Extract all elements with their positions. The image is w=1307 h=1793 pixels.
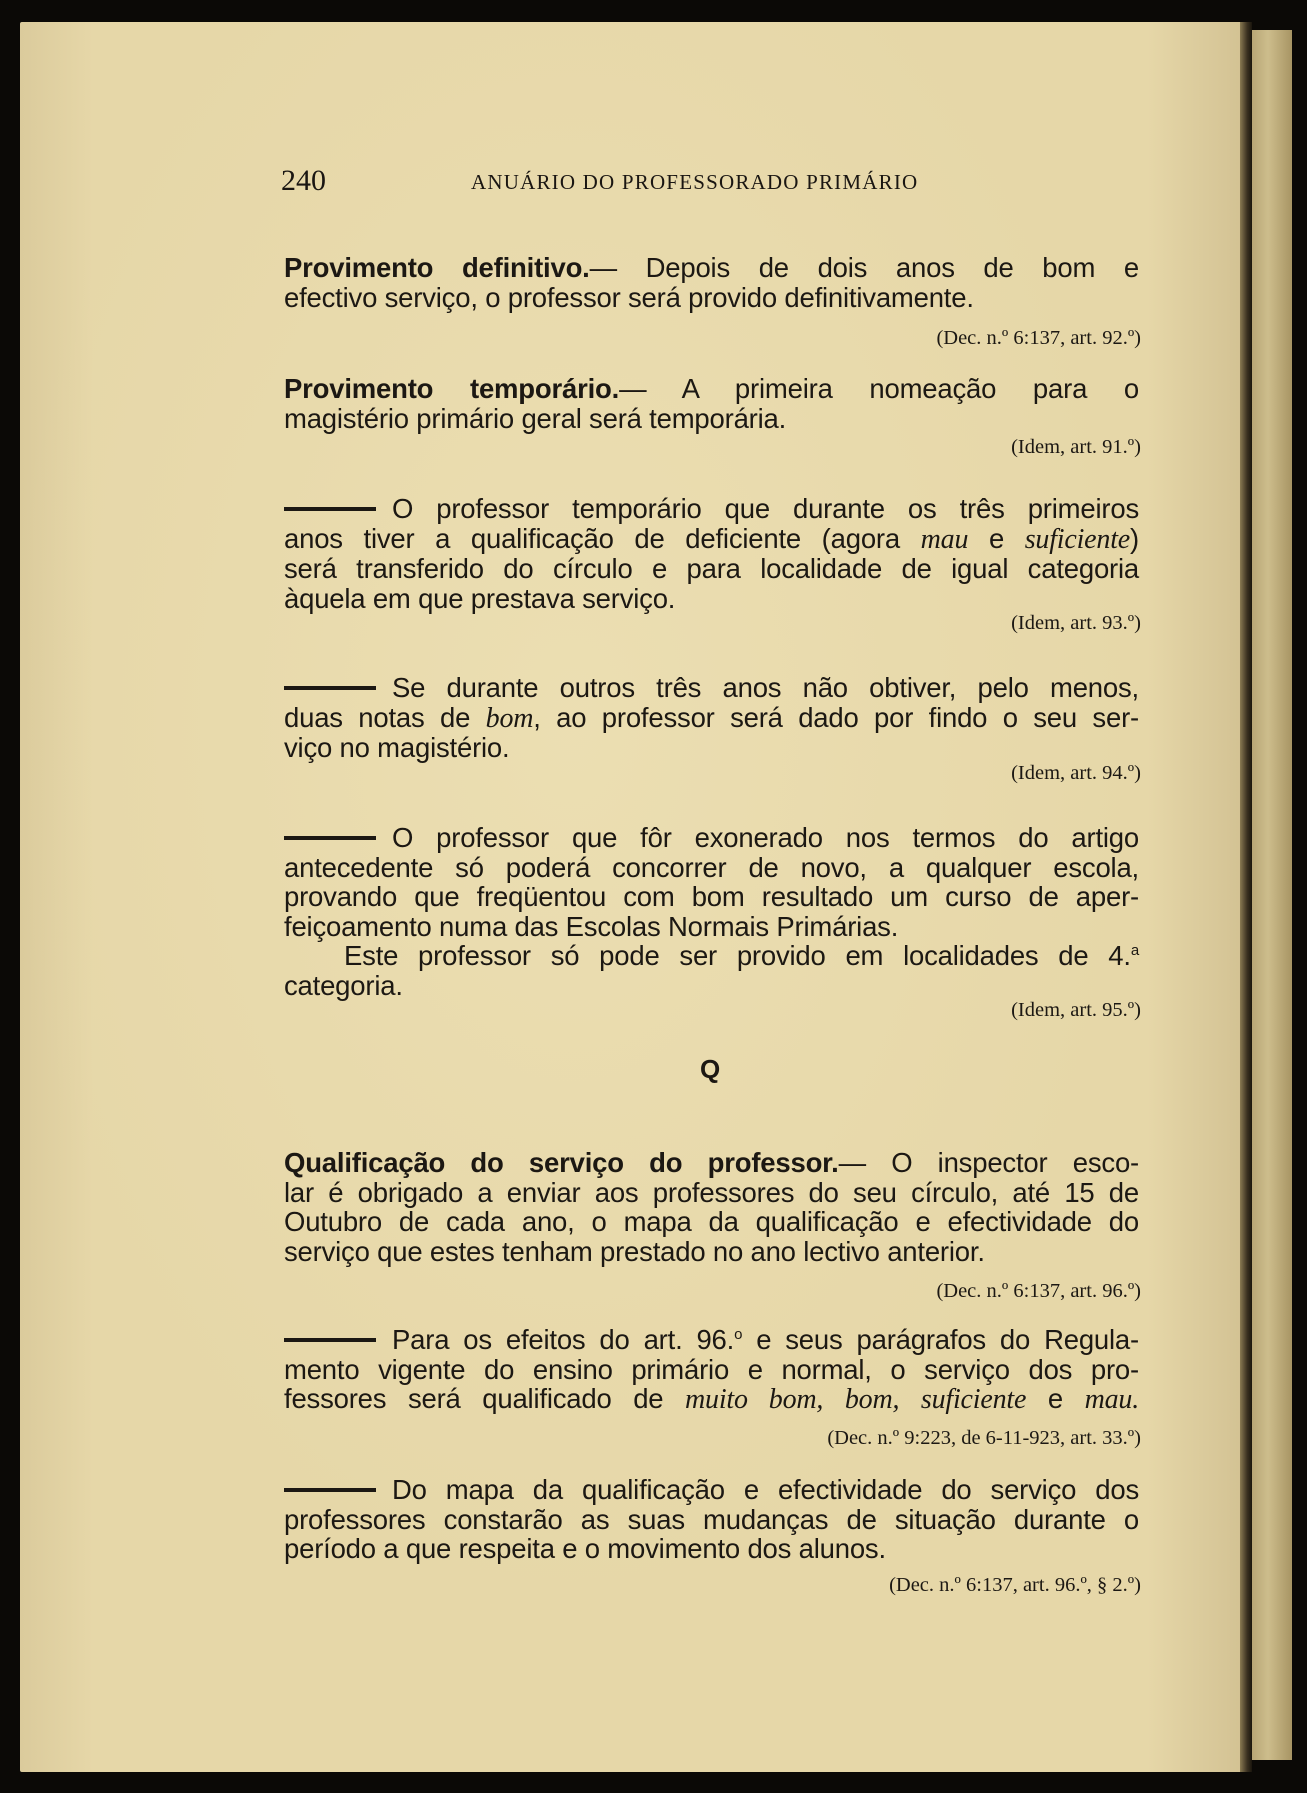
citation: (Dec. n.º 6:137, art. 96.º) (936, 1280, 1141, 1302)
entry-line: anos tiver a qualificação de deficiente (agora (284, 522, 921, 554)
entry-line: fessores será qualificado de (284, 1383, 686, 1414)
em-dash-rule (284, 1488, 376, 1492)
page-gutter (1240, 22, 1252, 1772)
em-dash-rule (284, 1338, 376, 1342)
entry-line: categoria. (284, 969, 403, 1001)
entry-line: Se durante outros três anos não obtiver, pelo menos, (392, 672, 1139, 703)
entry-line: — Depois de dois anos de bom e (589, 252, 1139, 283)
citation: (Idem, art. 95.º) (1011, 999, 1141, 1021)
em-dash-rule (284, 686, 376, 690)
citation: (Dec. n.º 6:137, art. 96.º, § 2.º) (889, 1574, 1141, 1596)
entry-line: viço no magistério. (284, 732, 510, 763)
entry-line: — A primeira nomeação para o (619, 373, 1139, 404)
entry-line: Do mapa da qualificação e efectividade do serviço dos (392, 1474, 1139, 1505)
em-dash-rule (284, 507, 376, 511)
entry-line: Este professor só pode ser provido em localidades de 4. (344, 940, 1131, 971)
entry-provimento-definitivo (284, 253, 1139, 312)
entry-professor-exonerado (284, 823, 1139, 1000)
citation: (Dec. n.º 6:137, art. 92.º) (936, 327, 1141, 349)
italic-term: bom, (844, 1384, 900, 1415)
citation: (Idem, art. 94.º) (1011, 762, 1141, 784)
entry-line: provando que freqüentou com bom resultado um curso de aper- (284, 881, 1139, 912)
em-dash-rule (284, 836, 376, 840)
section-letter: Q (700, 1054, 721, 1084)
entry-line: serviço que estes tenham prestado no ano lectivo anterior. (284, 1235, 985, 1267)
facing-page-edge (1252, 30, 1292, 1760)
joiner: e (1026, 1383, 1085, 1414)
entry-line: lar é obrigado a enviar aos professores do seu círculo, até 15 de (284, 1176, 1139, 1208)
entry-line: — O inspector esco- (838, 1147, 1140, 1178)
entry-line: professores constarão as suas mudanças de situação durante o (284, 1503, 1139, 1535)
entry-efeitos-art-96 (284, 1325, 1139, 1415)
entry-line: efectivo serviço, o professor será provido definitivamente. (284, 281, 974, 313)
entry-line: e seus parágrafos do Regula- (742, 1324, 1139, 1355)
entry-heading: Provimento definitivo. (284, 252, 590, 283)
entry-qualificacao-servico (284, 1148, 1139, 1266)
entry-provimento-temporario (284, 374, 1139, 433)
citation: (Idem, art. 91.º) (1011, 436, 1141, 458)
entry-line: será transferido do círculo e para localidade de igual categoria (284, 553, 1139, 584)
running-title: ANUÁRIO DO PROFESSORADO PRIMÁRIO (471, 170, 919, 194)
entry-line: Para os efeitos do art. 96. (392, 1324, 735, 1355)
italic-term: mau. (1084, 1384, 1139, 1415)
italic-term: mau (920, 523, 969, 555)
entry-line: , ao professor será dado por findo o seu ser- (533, 701, 1139, 733)
entry-mapa-qualificacao (284, 1475, 1139, 1564)
entry-line: período a que respeita e o movimento dos alunos. (284, 1533, 886, 1564)
entry-line: àquela em que prestava serviço. (284, 582, 676, 614)
italic-term: bom (485, 702, 534, 734)
ordinal-indicator: a (1130, 941, 1139, 959)
entry-line: feiçoamento numa das Escolas Normais Primárias. (284, 910, 899, 942)
citation: (Dec. n.º 9:223, de 6-11-923, art. 33.º) (827, 1427, 1141, 1449)
italic-term: muito bom, (685, 1384, 824, 1415)
italic-term: suficiente (920, 1384, 1027, 1415)
entry-line: duas notas de (284, 701, 486, 733)
entry-line: O professor temporário que durante os três primeiros (392, 493, 1139, 524)
joiner: e (968, 522, 1025, 554)
entry-heading: Qualificação do serviço do professor. (284, 1147, 839, 1178)
entry-line: O professor que fôr exonerado nos termos do artigo (392, 822, 1139, 853)
citation: (Idem, art. 93.º) (1011, 612, 1141, 634)
ordinal-indicator: o (734, 1325, 743, 1343)
entry-line: magistério primário geral será temporária. (284, 402, 787, 434)
italic-term: suficiente (1024, 523, 1131, 555)
entry-professor-temporario (284, 494, 1139, 613)
closing-paren: ) (1130, 522, 1139, 554)
entry-line: mento vigente do ensino primário e normal, o serviço dos pro- (284, 1353, 1139, 1385)
entry-heading: Provimento temporário. (284, 373, 620, 404)
entry-outros-tres-anos (284, 673, 1139, 763)
entry-line: Outubro de cada ano, o mapa da qualificação e efectividade do (284, 1206, 1139, 1237)
entry-line: antecedente só poderá concorrer de novo, a qualquer escola, (284, 851, 1139, 883)
page-number: 240 (281, 164, 326, 197)
